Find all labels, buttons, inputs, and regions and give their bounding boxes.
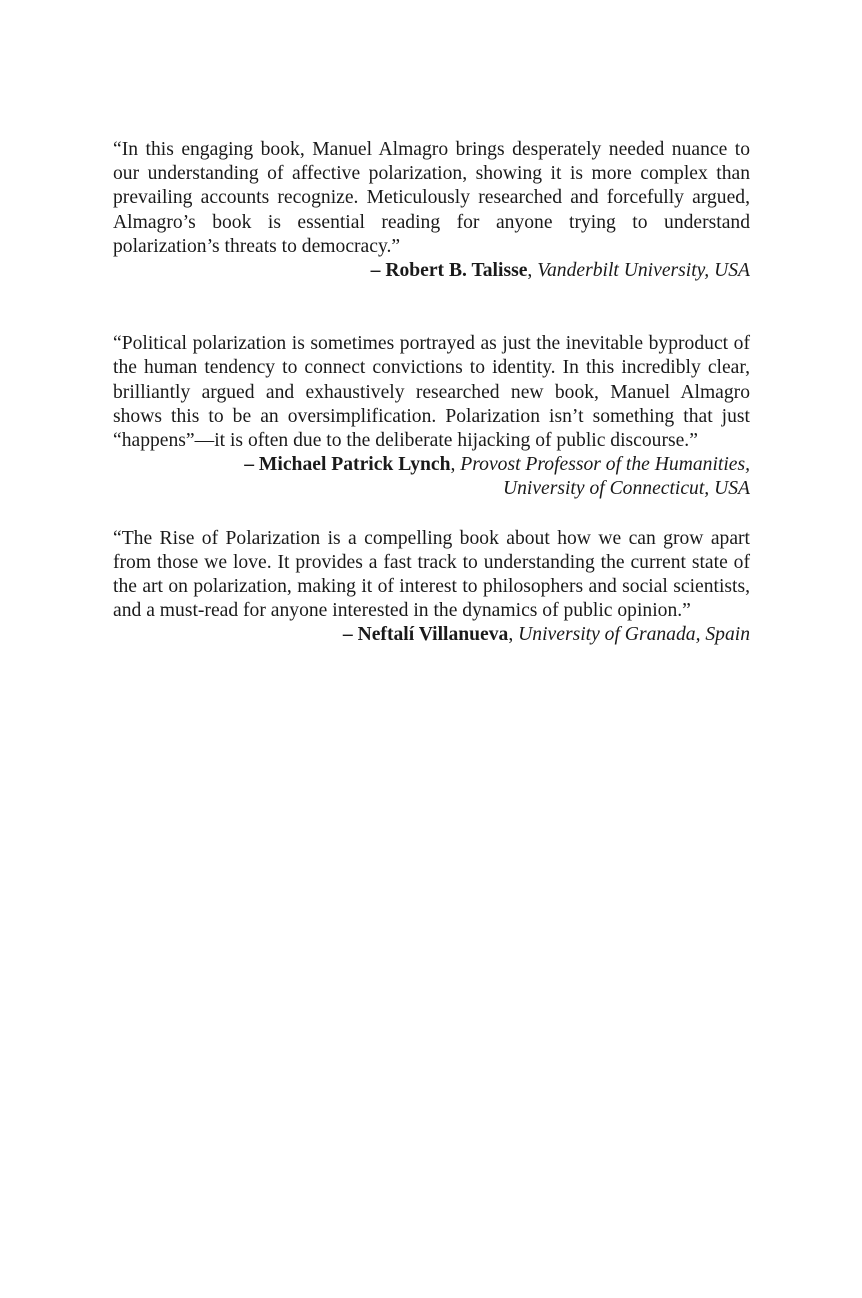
- endorsement-blurb: [113, 527, 750, 648]
- endorser-affiliation: Vanderbilt University, USA: [537, 260, 750, 282]
- endorser-name: – Robert B. Talisse: [370, 260, 528, 282]
- endorsement-quote: “In this engaging book, Manuel Almagro brings desperately needed nuance to our understanding of affective polarization, showing it is more complex than prevailing accounts recognize. Meticulously researched and forcefully argued, Almagro’s book is essential reading for anyone trying to understand polarization’s threats to democracy.”: [113, 139, 750, 257]
- endorsement-quote: “Political polarization is sometimes portrayed as just the inevitable byproduct of the human tendency to connect convictions to identity. In this incredibly clear, brilliantly argued and exhaustively researched new book, Manuel Almagro shows this to be an oversimplification. Polarization isn’t something that just “happens”—it is often due to the deliberate hijacking of public discourse.”: [113, 333, 750, 452]
- endorsement-attribution: [113, 453, 750, 501]
- endorser-affiliation: Provost Professor of the Humanities,: [460, 454, 750, 476]
- endorsement-blurb: [113, 138, 750, 283]
- endorser-name: – Michael Patrick Lynch: [244, 454, 451, 476]
- endorsement-quote: “The Rise of Polarization is a compelling book about how we can grow apart from those we love. It provides a fast track to understanding the current state of the art on polarization, making it of interest to philosophers and social scientists, and a must-read for anyone interested in the dynamics of public opinion.”: [113, 527, 750, 622]
- attribution-separator: ,: [527, 260, 538, 282]
- endorsement-attribution: [113, 623, 750, 647]
- endorser-affiliation: University of Granada, Spain: [518, 624, 750, 646]
- endorsement-attribution: [113, 259, 750, 283]
- endorser-affiliation-continued: University of Connecticut, USA: [502, 478, 750, 500]
- endorsement-blurb: [113, 332, 750, 501]
- endorsements-page: [113, 138, 750, 648]
- attribution-separator: ,: [450, 454, 461, 476]
- attribution-separator: ,: [508, 624, 519, 646]
- endorser-name: – Neftalí Villanueva: [342, 624, 509, 646]
